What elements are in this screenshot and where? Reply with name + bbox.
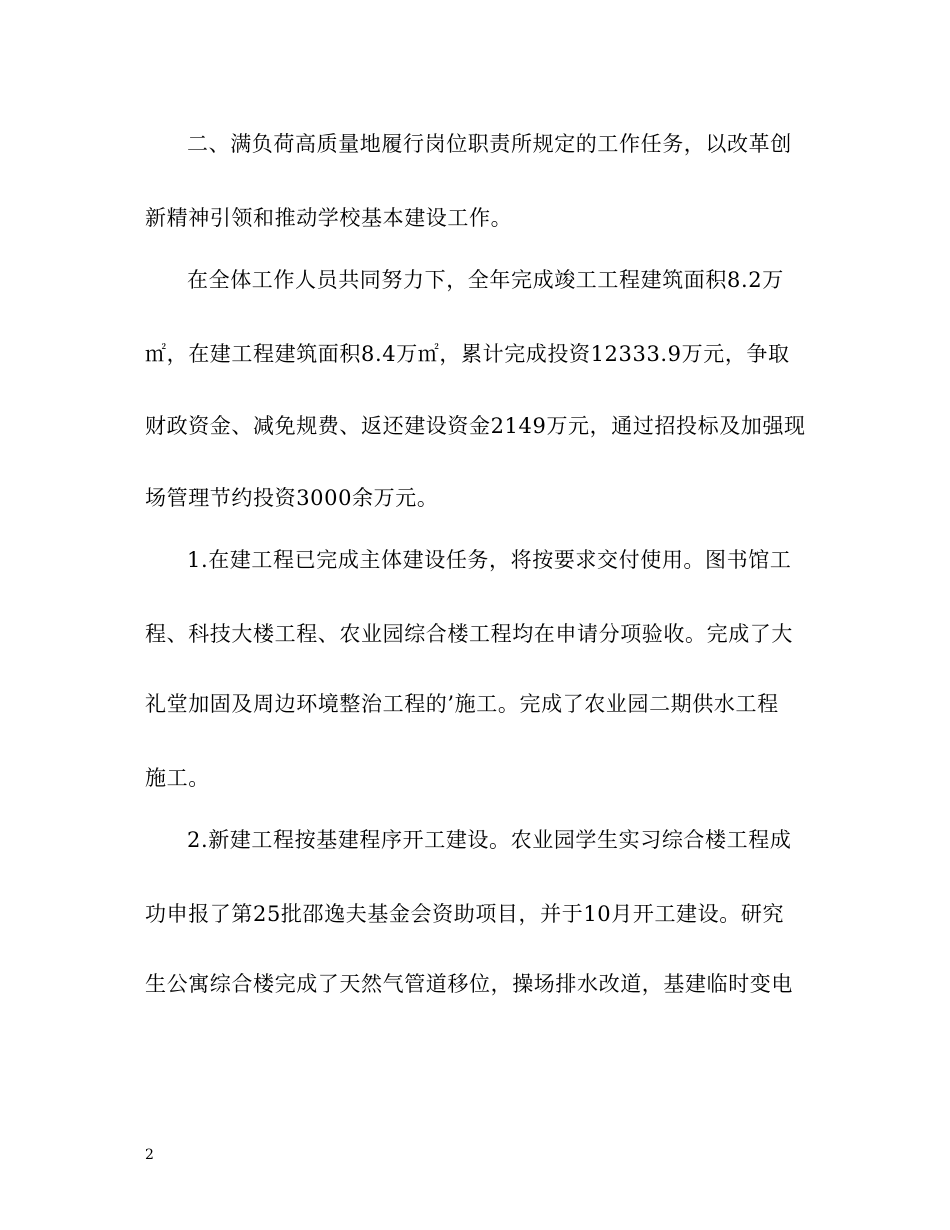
paragraph-2-line-3: 财政资金、减免规费、返还建设资金2149万元，通过招投标及加强现 bbox=[145, 414, 806, 438]
paragraph-3-line-4: 施工。 bbox=[145, 766, 210, 790]
paragraph-2-line-1: 在全体工作人员共同努力下，全年完成竣工工程建筑面积8.2万 bbox=[187, 268, 784, 292]
paragraph-3-line-1: 1.在建工程已完成主体建设任务，将按要求交付使用。图书馆工 bbox=[187, 548, 792, 572]
paragraph-4-line-1: 2.新建工程按基建程序开工建设。农业园学生实习综合楼工程成 bbox=[187, 828, 792, 852]
paragraph-2-line-4: 场管理节约投资3000余万元。 bbox=[145, 486, 439, 510]
paragraph-3-line-3: 礼堂加固及周边环境整治工程的’施工。完成了农业园二期供水工程 bbox=[145, 692, 779, 716]
paragraph-3-line-2: 程、科技大楼工程、农业园综合楼工程均在申请分项验收。完成了大 bbox=[145, 622, 793, 646]
paragraph-4-line-2: 功申报了第25批邵逸夫基金会资助项目，并于10月开工建设。研究 bbox=[145, 902, 785, 926]
paragraph-1-line-2: 新精神引领和推动学校基本建设工作。 bbox=[145, 206, 513, 230]
paragraph-2-line-2: ㎡，在建工程建筑面积8.4万㎡，累计完成投资12333.9万元，争取 bbox=[145, 342, 790, 366]
paragraph-4-line-3: 生公寓综合楼完成了天然气管道移位，操场排水改道，基建临时变电 bbox=[145, 972, 793, 996]
page-number: 2 bbox=[145, 1147, 154, 1163]
paragraph-1-line-1: 二、满负荷高质量地履行岗位职责所规定的工作任务，以改革创 bbox=[187, 132, 792, 156]
